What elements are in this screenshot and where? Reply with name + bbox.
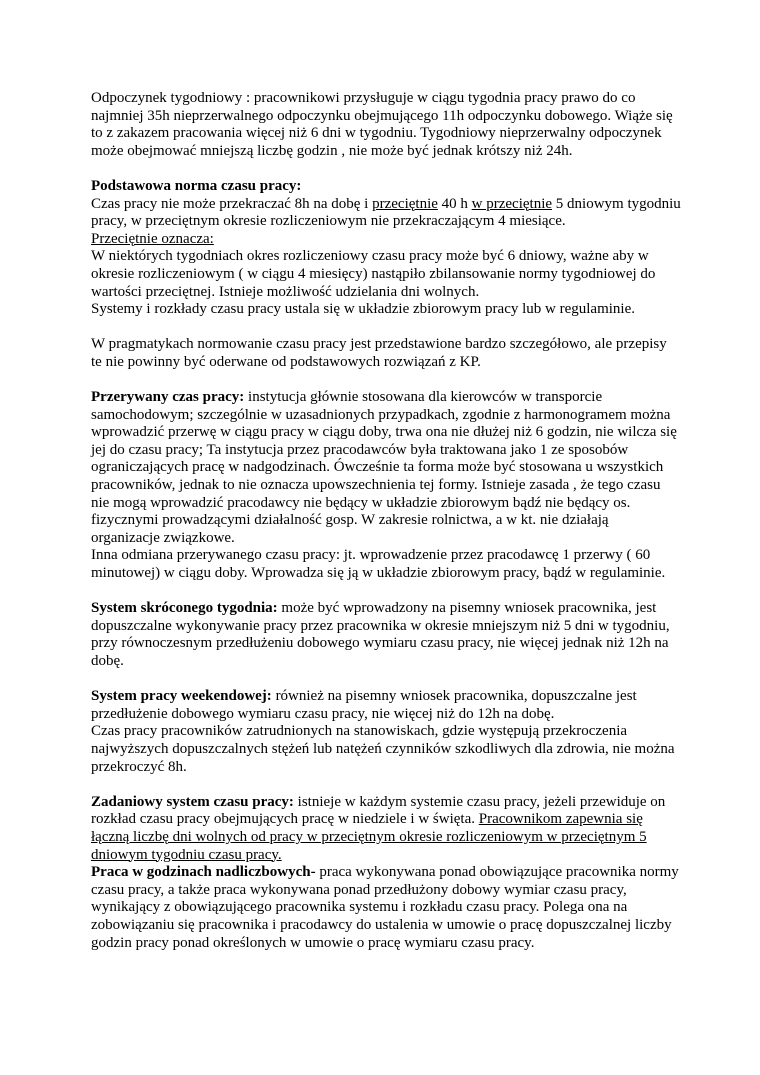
pragmatics-paragraph: W pragmatykach normowanie czasu pracy jest przedstawione bardzo szczegółowo, ale przepisy te nie powinny być oderwane od podstawowych rozwiązań z KP. — [91, 336, 667, 370]
weekly-rest-paragraph: Odpoczynek tygodniowy : pracownikowi przysługuje w ciągu tygodnia pracy prawo do co najmniej 35h nieprzerwalnego odpoczynku obejmującego 11h odpoczynku dobowego. Wiąże się to z zakazem pracowania więcej niż 6 dni w tygodniu. Tygodniowy nieprzerwalny odpoczynek może obejmować mniejszą liczbę godzin , nie może być jednak krótszy niż 24h. — [91, 90, 673, 159]
basic-norm-underline-2: w przeciętnie — [471, 195, 553, 212]
systems-paragraph: Systemy i rozkłady czasu pracy ustala się w układzie zbiorowym pracy lub w regulaminie. — [91, 301, 635, 318]
spacer — [91, 671, 681, 689]
overtime-heading: Praca w godzinach nadliczbowych- — [91, 864, 316, 881]
interrupted-time-heading: Przerywany czas pracy: — [91, 389, 245, 406]
interrupted-time-variant-paragraph: Inna odmiana przerywanego czasu pracy: jt. wprowadzenie przez pracodawcę 1 przerwy ( 60 minutowej) w ciągu doby. Wprowadza się ją w układzie zbiorowym pracy, bądź w regulaminie. — [91, 547, 666, 582]
document-body — [91, 90, 681, 952]
spacer — [91, 583, 681, 601]
spacer — [91, 372, 681, 390]
average-means-paragraph: W niektórych tygodniach okres rozliczeniowy czasu pracy może być 6 dniowy, ważne aby w okresie rozliczeniowym ( w ciągu 4 miesięcy) nastąpiło zbilansowanie normy tygodniowej do wartości przeciętnej. Istnieje możliwość udzielania dni wolnych. — [91, 248, 656, 300]
basic-norm-text-2: 40 h — [437, 195, 472, 212]
weekend-work-paragraph — [91, 688, 681, 723]
short-week-heading: System skróconego tygodnia: — [91, 600, 278, 617]
spacer — [91, 776, 681, 794]
average-means-label: Przeciętnie oznacza: — [91, 230, 214, 247]
overtime-text: praca wykonywana ponad obowiązujące pracownika normy czasu pracy, a także praca wykonywana ponad przedłużony dobowy wymiar czasu pracy, wynikający z obowiązującego pracownika systemu i rozkładu czasu pracy. Polega ona na zobowiązaniu się pracownika i pracodawcy do ustalenia w umowie o pracę dopuszczalnej liczby godzin pracy ponad określonych w umowie o pracę wymiaru czasu pracy. — [91, 864, 679, 951]
overtime-paragraph — [91, 864, 681, 952]
hazardous-work-paragraph: Czas pracy pracowników zatrudnionych na stanowiskach, gdzie występują przekroczenia najwyższych dopuszczalnych stężeń lub natężeń czynników szkodliwych dla zdrowia, nie można przekroczyć 8h. — [91, 723, 675, 775]
basic-norm-text-1: Czas pracy nie może przekraczać 8h na dobę i — [91, 195, 373, 212]
basic-norm-heading — [91, 178, 681, 196]
spacer — [91, 319, 681, 337]
basic-norm-text-3: 5 dniowym tygodniu pracy, w przeciętnym okresie rozliczeniowym nie przekraczającym 4 miesiące. — [91, 195, 681, 230]
weekend-work-heading: System pracy weekendowej: — [91, 688, 272, 705]
spacer — [91, 160, 681, 178]
task-system-paragraph — [91, 794, 681, 864]
short-week-text: może być wprowadzony na pisemny wniosek pracownika, jest dopuszczalne wykonywanie pracy przez pracownika w okresie mniejszym niż 5 dni w tygodniu, przy równoczesnym przedłużeniu dobowego wymiaru czasu pracy, nie więcej jednak niż 12h na dobę. — [91, 600, 670, 669]
interrupted-time-text: instytucja głównie stosowana dla kierowców w transporcie samochodowym; szczególnie w uzasadnionych przypadkach, zgodnie z harmonogramem można wprowadzić przerwę w ciągu pracy w ciągu doby, trwa ona nie dłużej niż 6 godzin, nie wilcza się jej do czasu pracy; Ta instytucja przez pracodawców była traktowana jako 1 ze sposobów ograniczających pracę w nadgodzinach. Ówcześnie ta forma może być stosowana u wszystkich pracowników, jednak to nie oznacza upowszechnienia tej formy. Istnieje zasada , że tego czasu nie mogą wprowadzić pracodawcy nie będący w układzie zbiorowym bądź nie będący os. fizycznymi prowadzącymi działalność gosp. W zakresie rolnictwa, a w kt. nie działają organizacje związkowe. — [91, 389, 677, 546]
short-week-paragraph — [91, 600, 681, 670]
basic-norm-paragraph — [91, 196, 681, 231]
basic-norm-underline-1: przeciętnie — [372, 195, 438, 212]
task-system-heading: Zadaniowy system czasu pracy: — [91, 793, 294, 810]
weekend-work-text: również na pisemny wniosek pracownika, dopuszczalne jest przedłużenie dobowego wymiaru czasu pracy, nie więcej niż do 12h na dobę. — [91, 688, 637, 722]
task-system-text: istnieje w każdym systemie czasu pracy, jeżeli przewiduje on rozkład czasu pracy obejmujących pracę w niedziele i w święta. — [91, 793, 666, 828]
basic-norm-title: Podstawowa norma czasu pracy: — [91, 177, 302, 194]
average-means-subheading — [91, 231, 681, 249]
interrupted-time-paragraph — [91, 389, 681, 547]
task-system-underlined: Pracownikom zapewnia się łączną liczbę dni wolnych od pracy w przeciętnym okresie rozliczeniowym w przeciętnym 5 dniowym tygodniu czasu pracy. — [91, 811, 647, 863]
